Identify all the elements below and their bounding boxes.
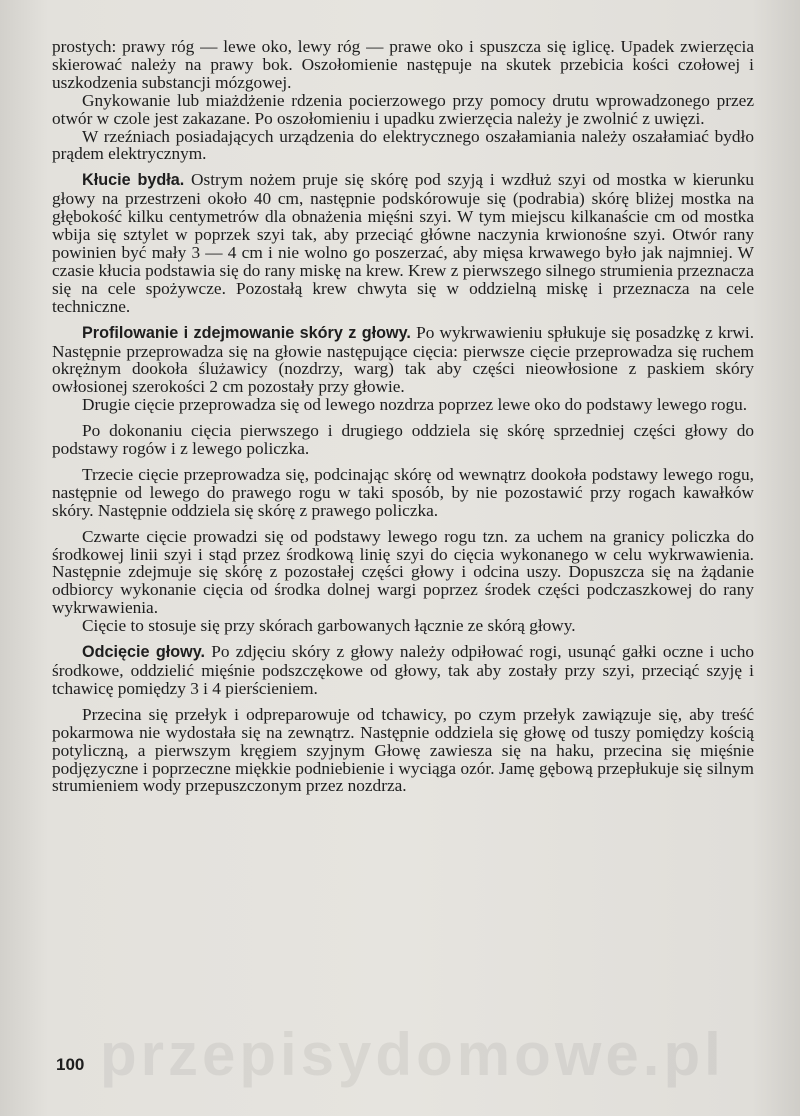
section-body-sticking: Ostrym nożem pruje się skórę pod szyją i wzdłuż szyi od mostka w kierunku głowy na przestrzeni około 40 cm, następnie podskórowuje się (podrabia) skórę bliżej mostka na głębokość kilku centymetrów dla obnażenia mięśni szyi. W tym miejscu kilkanaście cm od mostka wbija się sztylet w poprzek szyi tak, aby przeciąć główne naczynia krwionośne szyi. Otwór rany powinien być mały 3 — 4 cm i nie wolno go poszerzać, aby mięsa krwawego było jak najmniej. W czasie kłucia podstawia się do rany miskę na krew. Krew z pierwszego silnego strumienia przeznacza się na cele spożywcze. Pozostałą krew chwyta się w oddzielną miskę i przeznacza na cele techniczne. (52, 170, 755, 316)
section-heading-sticking: Kłucie bydła. (82, 171, 185, 190)
paragraph-spinal-cord: Gnykowanie lub miażdżenie rdzenia pocierzowego przy pomocy drutu wprowadzonego przez otwór w czole jest zakazane. Po oszołomieniu i upadku zwierzęcia należy je zwolnić z uwięzi. (52, 90, 754, 128)
page-number: 100 (56, 1055, 85, 1074)
section-sticking (52, 171, 754, 315)
paragraph-stunning-end: prostych: prawy róg — lewe oko, lewy róg — prawe oko i spuszcza się iglicę. Upadek zwierzęcia skierować należy na prawy bok. Oszołomienie następuje na skutek przebicia kości czołowej i uszkodzenia substancji mózgowej. (52, 37, 754, 92)
paragraph-fourth-cut: Czwarte cięcie prowadzi się od podstawy lewego rogu tzn. za uchem na granicy policzka do środkowej linii szyi i stąd przez środkową linię szyi do cięcia wykonanego w celu wykrwawienia. Następnie zdejmuje się skórę z pozostałej części głowy i odcina uszy. Dopuszcza się na żądanie odbiorcy wykonanie cięcia od środka dolnej wargi poprzez środek części podczaszkowej do rany wykrwawienia. (52, 526, 754, 618)
paragraph-esophagus: Przecina się przełyk i odpreparowuje od tchawicy, po czym przełyk zawiązuje się, aby treść pokarmowa nie wydostała się na zewnątrz. Następnie oddziela się głowę od tuszy pomiędzy kością potyliczną, a pierwszym kręgiem szyjnym Głowę zawiesza się na haku, przecina się mięśnie podjęzyczne i poprzeczne miękkie podniebienie i wyciąga ozór. Jamę gębową przepłukuje się silnym strumieniem wody przepuszczonym przez nozdrza. (52, 704, 754, 796)
paragraph-tanned-hides: Cięcie to stosuje się przy skórach garbowanych łącznie ze skórą głowy. (82, 616, 576, 636)
section-heading-head-skinning: Profilowanie i zdejmowanie skóry z głowy. (82, 323, 411, 342)
paragraph-electric-stunning: W rzeźniach posiadających urządzenia do elektrycznego oszałamiania należy oszałamiać bydło prądem elektrycznym. (52, 126, 754, 164)
section-heading-head-removal: Odcięcie głowy. (82, 643, 206, 662)
paragraph-skin-separation: Po dokonaniu cięcia pierwszego i drugiego oddziela się skórę sprzedniej części głowy do podstawy rogów i z lewego policzka. (52, 421, 754, 459)
watermark: przepisydomowe.pl (100, 1021, 725, 1088)
section-body-head-removal: Po zdjęciu skóry z głowy należy odpiłować rogi, usunąć gałki oczne i ucho środkowe, oddzielić mięśnie podszczękowe od głowy, tak aby zostały przy szyi, przeciąć szyję i tchawicę pomiędzy 3 i 4 pierścieniem. (52, 642, 754, 698)
section-head-removal (52, 643, 754, 698)
paragraph-second-cut: Drugie cięcie przeprowadza się od lewego nozdrza poprzez lewe oko do podstawy lewego rogu. (82, 395, 748, 415)
page-text (52, 38, 754, 795)
section-head-skinning (52, 324, 754, 397)
paragraph-third-cut: Trzecie cięcie przeprowadza się, podcinając skórę od wewnątrz dookoła podstawy lewego rogu, następnie od lewego do prawego rogu w taki sposób, by nie pozostawić przy rogach kawałków skóry. Następnie oddziela się skórę z prawego policzka. (52, 464, 754, 520)
section-body-head-skinning: Po wykrwawieniu spłukuje się posadzkę z krwi. Następnie przeprowadza się na głowie następujące cięcia: pierwsze cięcie przeprowadza się ruchem okrężnym dookoła ślużawicy (nozdrzy, warg) tak aby części nieowłosione z paskiem skóry owłosionej szerokości 2 cm pozostały przy głowie. (52, 322, 755, 397)
